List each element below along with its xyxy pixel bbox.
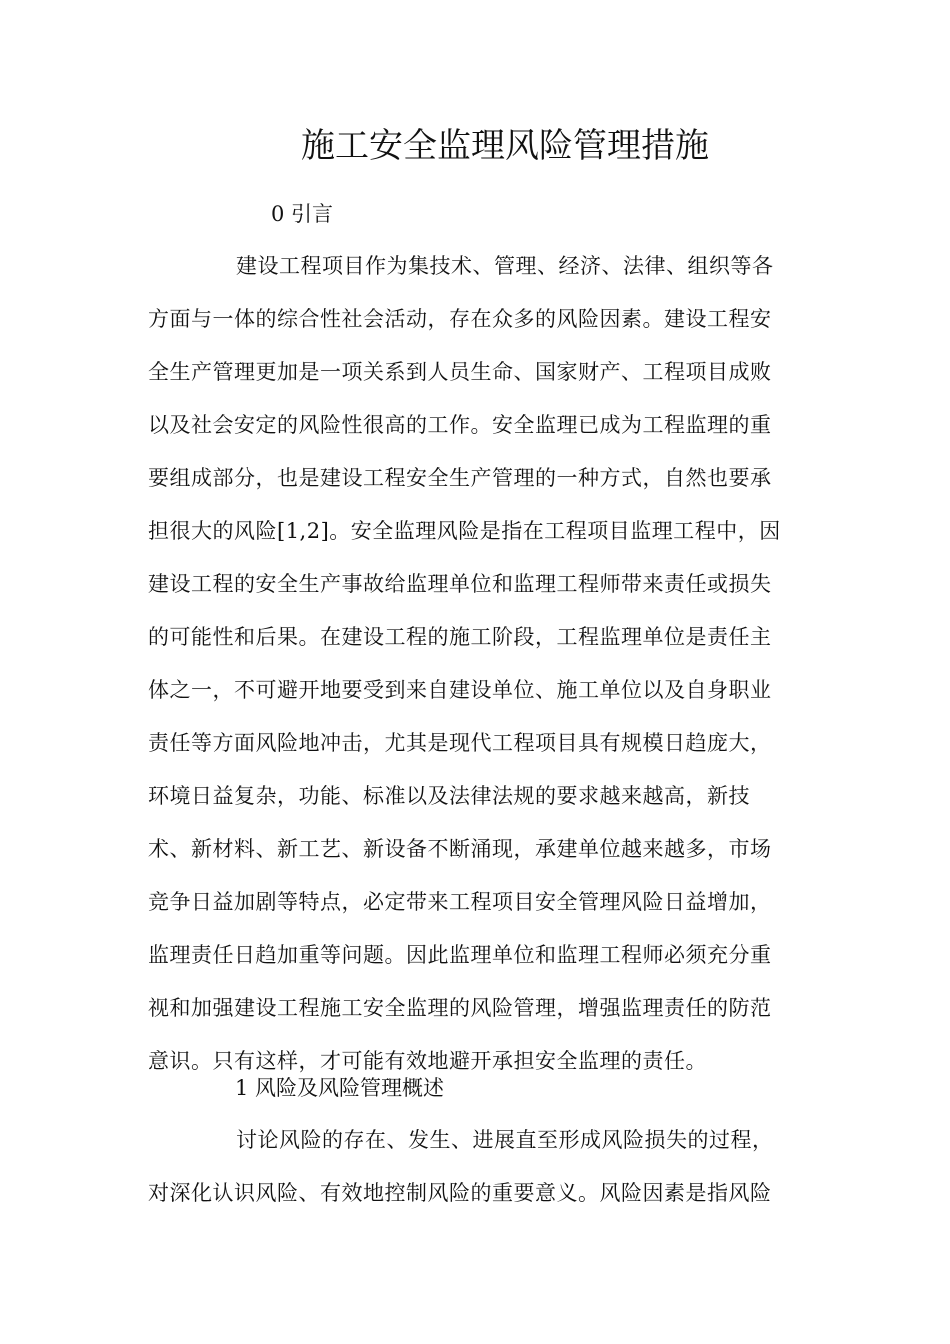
- risk-overview-paragraph: [148, 1126, 798, 1232]
- paragraph-line: 视和加强建设工程施工安全监理的风险管理，增强监理责任的防范: [148, 996, 772, 1020]
- paragraph-line: 监理责任日趋加重等问题。因此监理单位和监理工程师必须充分重: [148, 943, 772, 967]
- paragraph-line: 责任等方面风险地冲击，尤其是现代工程项目具有规模日趋庞大，: [148, 731, 772, 755]
- introduction-paragraph: [148, 252, 798, 1100]
- paragraph-line: 的可能性和后果。在建设工程的施工阶段，工程监理单位是责任主: [148, 625, 772, 649]
- document-title: 施工安全监理风险管理措施: [301, 126, 709, 166]
- paragraph-line: 担很大的风险[1,2]。安全监理风险是指在工程项目监理工程中，因: [148, 519, 781, 543]
- paragraph-line: 讨论风险的存在、发生、进展直至形成风险损失的过程，: [236, 1128, 774, 1152]
- paragraph-line: 建设工程的安全生产事故给监理单位和监理工程师带来责任或损失: [148, 572, 772, 596]
- paragraph-line: 对深化认识风险、有效地控制风险的重要意义。风险因素是指风险: [148, 1181, 772, 1205]
- paragraph-line: 体之一，不可避开地要受到来自建设单位、施工单位以及自身职业: [148, 678, 772, 702]
- section-heading-introduction: 0 引言: [271, 202, 334, 226]
- paragraph-line: 环境日益复杂，功能、标准以及法律法规的要求越来越高，新技: [148, 784, 750, 808]
- paragraph-line: 术、新材料、新工艺、新设备不断涌现，承建单位越来越多，市场: [148, 837, 772, 861]
- paragraph-line: 以及社会安定的风险性很高的工作。安全监理已成为工程监理的重: [148, 413, 772, 437]
- paragraph-line: 全生产管理更加是一项关系到人员生命、国家财产、工程项目成败: [148, 360, 772, 384]
- paragraph-line: 建设工程项目作为集技术、管理、经济、法律、组织等各: [236, 254, 774, 278]
- paragraph-line: 意识。只有这样，才可能有效地避开承担安全监理的责任。: [148, 1049, 707, 1073]
- section-heading-risk-overview: 1 风险及风险管理概述: [235, 1076, 445, 1100]
- paragraph-line: 竞争日益加剧等特点，必定带来工程项目安全管理风险日益增加，: [148, 890, 772, 914]
- paragraph-line: 方面与一体的综合性社会活动，存在众多的风险因素。建设工程安: [148, 307, 772, 331]
- paragraph-line: 要组成部分，也是建设工程安全生产管理的一种方式，自然也要承: [148, 466, 772, 490]
